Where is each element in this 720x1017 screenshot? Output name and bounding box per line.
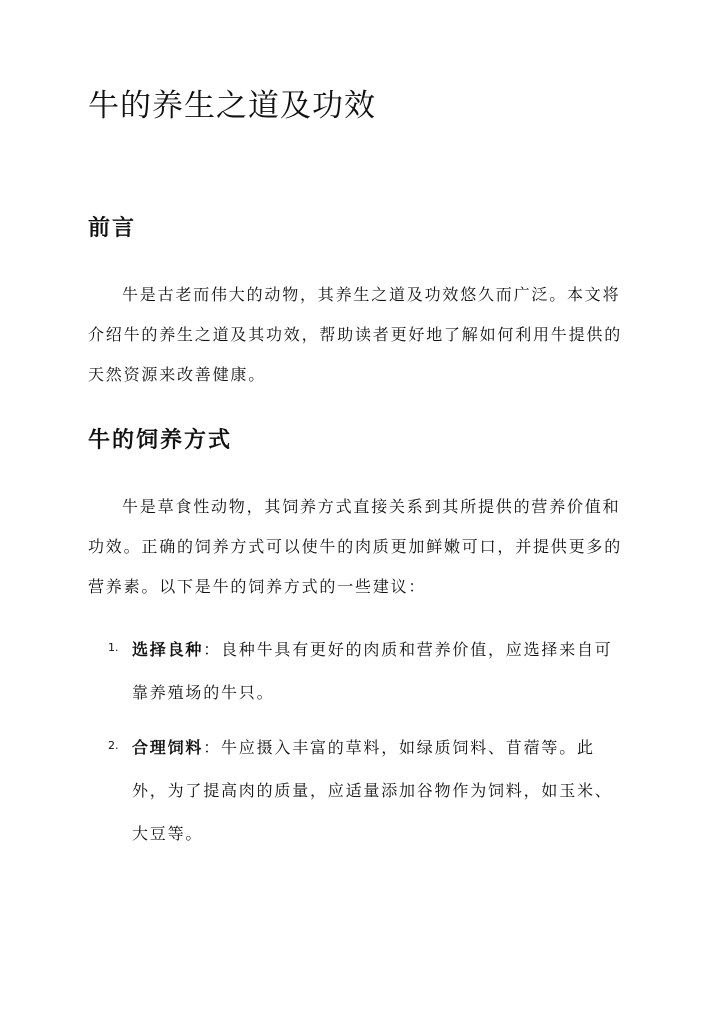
list-number: 1.	[108, 641, 119, 654]
list-number: 2.	[108, 739, 119, 752]
document-title: 牛的养生之道及功效	[88, 88, 376, 124]
list-item-body	[132, 726, 628, 855]
preface-paragraph: 牛是古老而伟大的动物，其养生之道及功效悠久而广泛。本文将介绍牛的养生之道及其功效，帮助读者更好地了解如何利用牛提供的天然资源来改善健康。	[88, 285, 623, 384]
section-heading-feeding: 牛的饲养方式	[88, 428, 233, 453]
list-item-body	[132, 628, 628, 714]
section-heading-preface: 前言	[88, 216, 137, 241]
list-item-breed	[108, 628, 628, 714]
list-item-term: 选择良种	[132, 640, 204, 659]
list-item-text: ：良种牛具有更好的肉质和营养价值，应选择来自可靠养殖场的牛只。	[132, 640, 613, 702]
list-item-feed	[108, 726, 628, 855]
feeding-paragraph: 牛是草食性动物，其饲养方式直接关系到其所提供的营养价值和功效。正确的饲养方式可以使牛的肉质更加鲜嫩可口，并提供更多的营养素。以下是牛的饲养方式的一些建议：	[88, 497, 623, 596]
list-item-term: 合理饲料	[132, 738, 204, 757]
list-item-text: ：牛应摄入丰富的草料，如绿质饲料、苜蓿等。此外，为了提高肉的质量，应适量添加谷物作为饲料，如玉米、大豆等。	[132, 738, 613, 843]
